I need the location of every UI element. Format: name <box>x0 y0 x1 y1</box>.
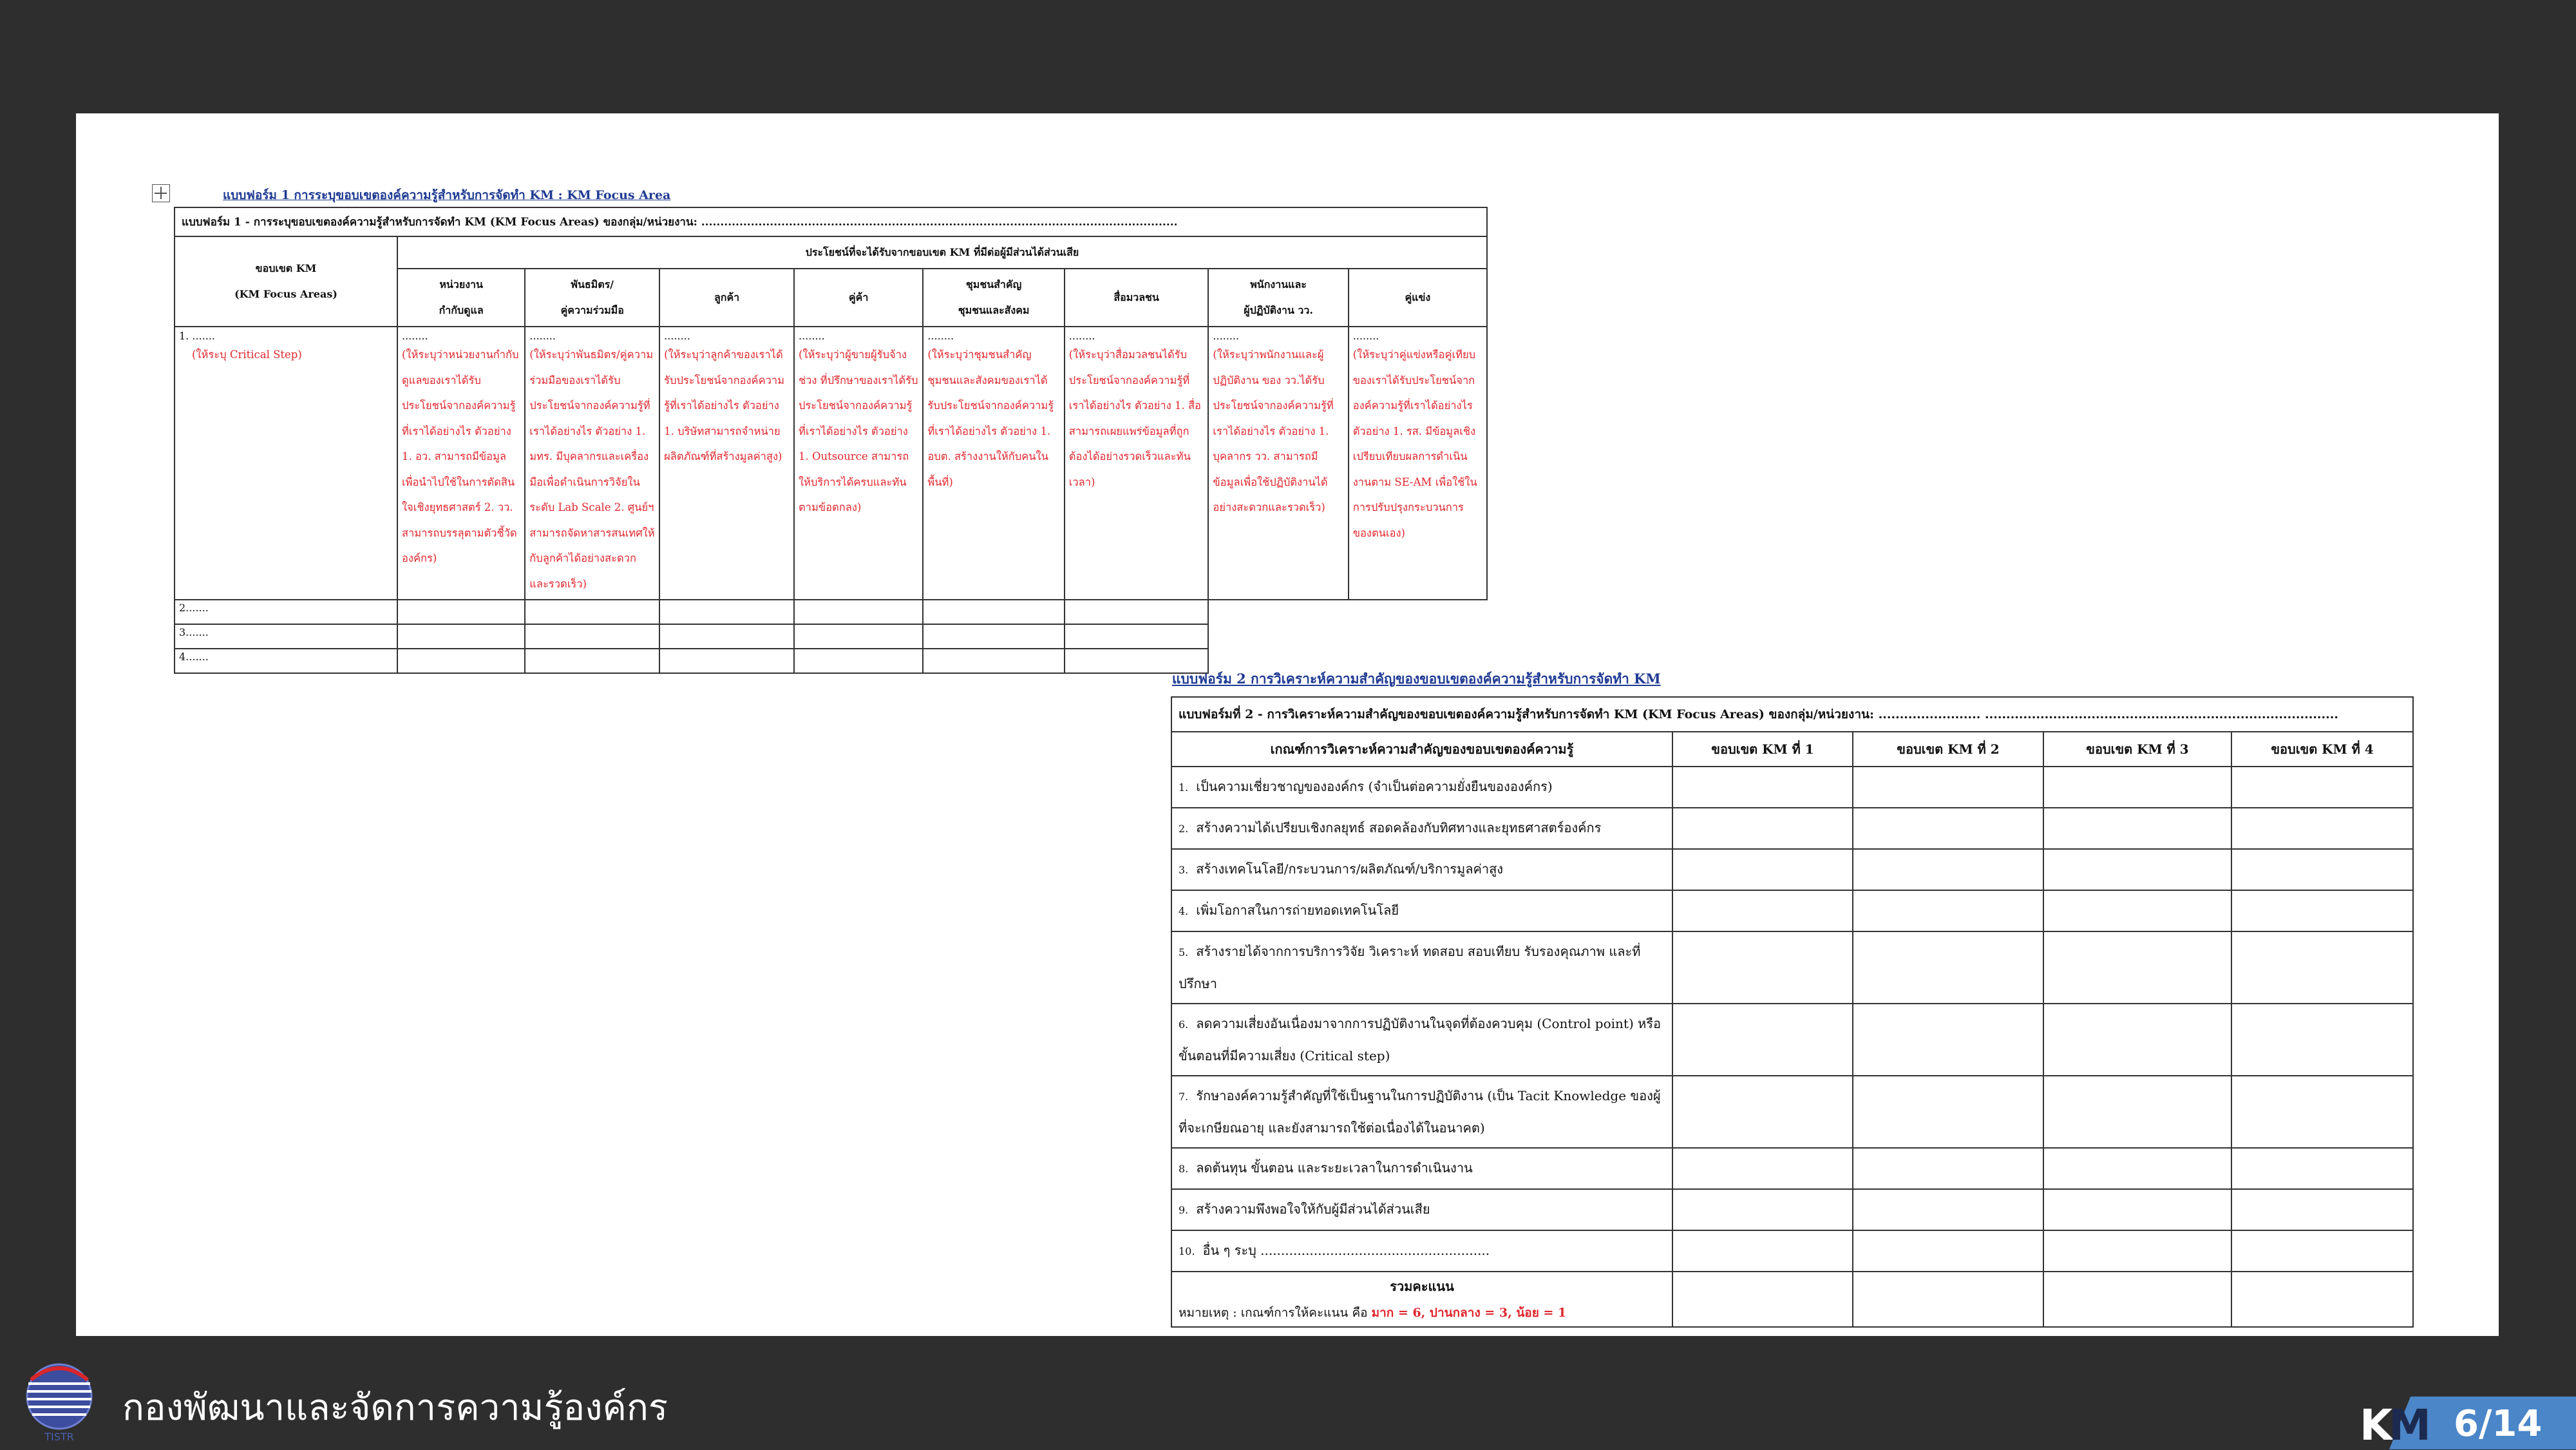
score-cell[interactable] <box>1853 931 2043 1004</box>
criteria-text: เป็นความเชี่ยวชาญขององค์กร (จำเป็นต่อความยั่งยืนขององค์กร) <box>1196 779 1553 794</box>
criteria-row <box>1171 849 2413 890</box>
form2-caption: แบบฟอร์มที่ 2 - การวิเคราะห์ความสำคัญของขอบเขตองค์ความรู้สำหรับการจัดทำ KM (KM Focus Areas) ของกลุ่ม/หน่วยงาน: ........................ ................................................................................... <box>1171 697 2413 732</box>
example-cell <box>659 327 794 600</box>
example-text: (ให้ระบุว่าหน่วยงานกำกับดูแลของเราได้รับประโยชน์จากองค์ความรู้ที่เราได้อย่างไร ตัวอย่าง 1. อว. สามารถมีข้อมูลเพื่อนำไปใช้ในการตัดสินใจเชิงยุทธศาสตร์ 2. วว. สามารถบรรลุตามตัวชี้วัดองค์กร) <box>401 348 519 564</box>
cell-dots: ........ <box>1352 330 1379 342</box>
example-cell <box>923 327 1064 600</box>
criteria-number: 5. <box>1179 946 1189 959</box>
criteria-cell <box>1171 1148 1672 1189</box>
criteria-cell <box>1171 890 1672 931</box>
stakeholder-header <box>1349 269 1487 327</box>
score-cell[interactable] <box>2231 931 2413 1004</box>
form1-title: แบบฟอร์ม 1 การระบุขอบเขตองค์ความรู้สำหรับการจัดทำ KM : KM Focus Area <box>223 188 671 202</box>
criteria-number: 1. <box>1179 781 1189 794</box>
note-scale: มาก = 6, ปานกลาง = 3, น้อย = 1 <box>1371 1306 1567 1320</box>
criteria-row <box>1171 1230 2413 1272</box>
score-cell[interactable] <box>1672 1189 1853 1230</box>
example-cell <box>1349 327 1487 600</box>
form1-caption: แบบฟอร์ม 1 - การระบุขอบเขตองค์ความรู้สำหรับการจัดทำ KM (KM Focus Areas) ของกลุ่ม/หน่วยงาน: ............................................................................................................................. <box>175 207 1487 236</box>
total-score-cell[interactable] <box>1672 1272 1853 1327</box>
criteria-text: ลดต้นทุน ขั้นตอน และระยะเวลาในการดำเนินงาน <box>1196 1160 1473 1176</box>
slide-canvas <box>76 113 2499 1336</box>
score-cell[interactable] <box>2043 1076 2231 1148</box>
criteria-cell <box>1171 849 1672 890</box>
stakeholder-header <box>659 269 794 327</box>
stakeholder-line1: พนักงานและ <box>1250 278 1307 291</box>
row1-scope-cell <box>175 327 397 600</box>
score-cell[interactable] <box>2043 808 2231 849</box>
scope-header: ขอบเขต KM ที่ 2 <box>1853 732 2043 767</box>
row-label: 4....... <box>175 649 397 673</box>
score-cell[interactable] <box>2231 890 2413 931</box>
form1-empty-row <box>175 600 1487 624</box>
scope-header-line1: ขอบเขต KM <box>255 262 317 274</box>
criteria-number: 3. <box>1179 864 1189 876</box>
score-cell[interactable] <box>2043 1189 2231 1230</box>
example-cell <box>1065 327 1209 600</box>
criteria-row <box>1171 1004 2413 1076</box>
example-text: (ให้ระบุว่าพนักงานและผู้ปฏิบัติงาน ของ วว.ได้รับประโยชน์จากองค์ความรู้ที่เราได้อย่างไร ตัวอย่าง 1. บุคลากร วว. สามารถมีข้อมูลเพื่อใช้ปฏิบัติงานได้อย่างสะดวกและรวดเร็ว) <box>1213 348 1334 513</box>
form1-example-row <box>175 327 1487 600</box>
row-label: 3....... <box>175 624 397 649</box>
stakeholder-line2: ผู้ปฏิบัติงาน วว. <box>1244 304 1313 316</box>
criteria-cell <box>1171 1076 1672 1148</box>
stakeholder-header <box>794 269 923 327</box>
criteria-row <box>1171 1076 2413 1148</box>
score-cell[interactable] <box>2043 1230 2231 1272</box>
criteria-row <box>1171 1148 2413 1189</box>
criteria-row <box>1171 1189 2413 1230</box>
criteria-text: ลดความเสี่ยงอันเนื่องมาจากการปฏิบัติงานในจุดที่ต้องควบคุม (Control point) หรือ ขั้นตอนที่มีความเสี่ยง (Critical step) <box>1179 1016 1662 1064</box>
km-logo-k: K <box>2360 1400 2389 1450</box>
example-text: (ให้ระบุว่าชุมชนสำคัญชุมชนและสังคมของเราได้รับประโยชน์จากองค์ความรู้ที่เราได้อย่างไร ตัวอย่าง 1. อบต. สร้างงานให้กับคนในพื้นที่) <box>927 348 1054 488</box>
stakeholder-line1: พันธมิตร/ <box>571 278 614 291</box>
criteria-cell <box>1171 1004 1672 1076</box>
criteria-text: อื่น ๆ ระบุ ........................................................ <box>1202 1243 1490 1258</box>
score-cell[interactable] <box>1853 890 2043 931</box>
score-cell[interactable] <box>2231 1189 2413 1230</box>
score-cell[interactable] <box>1672 890 1853 931</box>
note-prefix: หมายเหตุ : เกณฑ์การให้คะแนน คือ <box>1179 1306 1372 1320</box>
score-cell[interactable] <box>1672 931 1853 1004</box>
score-cell[interactable] <box>1853 1004 2043 1076</box>
criteria-text: เพิ่มโอกาสในการถ่ายทอดเทคโนโลยี <box>1196 902 1399 918</box>
score-cell[interactable] <box>2043 931 2231 1004</box>
scoring-note <box>1179 1303 1665 1322</box>
score-cell[interactable] <box>1853 808 2043 849</box>
tistr-logo-icon <box>19 1360 102 1443</box>
example-text: (ให้ระบุว่าผู้ขายผู้รับจ้างช่วง ที่ปรึกษาของเราได้รับประโยชน์จากองค์ความรู้ที่เราได้อย่างไร ตัวอย่าง 1. Outsource สามารถให้บริการได้ครบและทันตามข้อตกลง) <box>798 348 918 513</box>
form2-title: แบบฟอร์ม 2 การวิเคราะห์ความสำคัญของขอบเขตองค์ความรู้สำหรับการจัดทำ KM <box>1172 671 1661 687</box>
form1-table <box>174 207 1488 674</box>
example-cell <box>794 327 923 600</box>
criteria-cell <box>1171 808 1672 849</box>
score-cell[interactable] <box>2043 890 2231 931</box>
total-cell <box>1171 1272 1672 1327</box>
form1-empty-row <box>175 624 1487 649</box>
criteria-number: 9. <box>1179 1204 1189 1216</box>
score-cell[interactable] <box>2231 767 2413 808</box>
score-cell[interactable] <box>2043 1148 2231 1189</box>
example-cell <box>1208 327 1348 600</box>
form2-table <box>1171 696 2414 1328</box>
cell-dots: ........ <box>927 330 954 342</box>
criteria-number: 8. <box>1179 1163 1189 1175</box>
form1-caption-row <box>175 207 1487 236</box>
page-indicator <box>2344 1397 2576 1449</box>
score-cell[interactable] <box>1672 808 1853 849</box>
page-number: 6/14 <box>2454 1403 2543 1445</box>
example-text: (ให้ระบุว่าสื่อมวลชนได้รับประโยชน์จากองค์ความรู้ที่เราได้อย่างไร ตัวอย่าง 1. สื่อสามารถเผยแพร่ข้อมูลที่ถูกต้องได้อย่างรวดเร็วและทันเวลา) <box>1068 348 1201 488</box>
score-cell[interactable] <box>1672 1076 1853 1148</box>
score-cell[interactable] <box>2231 849 2413 890</box>
stakeholder-header <box>1208 269 1348 327</box>
score-cell[interactable] <box>1853 1148 2043 1189</box>
stakeholder-line1: คู่ค้า <box>848 291 869 303</box>
row-label: 2....... <box>175 600 397 624</box>
form2-caption-row <box>1171 697 2413 732</box>
score-cell[interactable] <box>1853 767 2043 808</box>
total-score-cell[interactable] <box>1853 1272 2043 1327</box>
criteria-row <box>1171 808 2413 849</box>
example-cell <box>525 327 659 600</box>
km-logo-m: M <box>2389 1400 2427 1450</box>
total-score-cell[interactable] <box>2231 1272 2413 1327</box>
criteria-cell <box>1171 931 1672 1004</box>
score-cell[interactable] <box>1672 1148 1853 1189</box>
cell-dots: ........ <box>664 330 690 342</box>
criteria-cell <box>1171 1230 1672 1272</box>
criteria-number: 10. <box>1179 1245 1195 1257</box>
row1-hint: (ให้ระบุ Critical Step) <box>192 348 302 361</box>
km-logo <box>2360 1400 2427 1450</box>
score-cell[interactable] <box>1672 1004 1853 1076</box>
score-cell[interactable] <box>2043 849 2231 890</box>
example-text: (ให้ระบุว่าลูกค้าของเราได้รับประโยชน์จากองค์ความรู้ที่เราได้อย่างไร ตัวอย่าง 1. บริษัทสามารถจำหน่ายผลิตภัณฑ์ที่สร้างมูลค่าสูง) <box>664 348 785 463</box>
criteria-row <box>1171 931 2413 1004</box>
total-label: รวมคะแนน <box>1390 1279 1454 1294</box>
form1-header-row <box>175 236 1487 269</box>
cell-dots: ........ <box>1213 330 1240 342</box>
scope-header-line2: (KM Focus Areas) <box>234 288 337 300</box>
score-cell[interactable] <box>2231 1004 2413 1076</box>
stakeholder-line1: ลูกค้า <box>714 291 740 303</box>
cell-dots: ........ <box>798 330 825 342</box>
cell-dots: ........ <box>529 330 556 342</box>
stakeholder-line2: ชุมชนและสังคม <box>958 304 1030 316</box>
criteria-cell <box>1171 767 1672 808</box>
stakeholder-line1: หน่วยงาน <box>439 278 483 291</box>
stakeholder-header <box>923 269 1064 327</box>
criteria-row <box>1171 890 2413 931</box>
score-cell[interactable] <box>2043 1004 2231 1076</box>
score-cell[interactable] <box>1853 1189 2043 1230</box>
stakeholder-line2: คู่ความร่วมมือ <box>560 304 624 316</box>
org-name: กองพัฒนาและจัดการความรู้องค์กร <box>122 1387 668 1429</box>
stakeholder-line1: สื่อมวลชน <box>1113 291 1159 303</box>
criteria-text: สร้างความพึงพอใจให้กับผู้มีส่วนได้ส่วนเสีย <box>1196 1201 1430 1217</box>
row1-label: 1. ....... <box>179 330 215 342</box>
score-cell[interactable] <box>2231 808 2413 849</box>
stakeholder-line1: คู่แข่ง <box>1405 291 1431 303</box>
form1-scope-header <box>175 236 397 327</box>
total-score-cell[interactable] <box>2043 1272 2231 1327</box>
score-cell[interactable] <box>1853 849 2043 890</box>
score-cell[interactable] <box>1672 767 1853 808</box>
scope-header: ขอบเขต KM ที่ 3 <box>2043 732 2231 767</box>
example-text: (ให้ระบุว่าคู่แข่งหรือคู่เทียบของเราได้รับประโยชน์จากองค์ความรู้ที่เราได้อย่างไร ตัวอย่าง 1. รส. มีข้อมูลเชิงเปรียบเทียบผลการดำเนินงานตาม SE-AM เพื่อใช้ในการปรับปรุงกระบวนการของตนเอง) <box>1352 348 1477 539</box>
criteria-text: รักษาองค์ความรู้สำคัญที่ใช้เป็นฐานในการปฏิบัติงาน (เป็น Tacit Knowledge ของผู้ที่จะเกษียณอายุ และยังสามารถใช้ต่อเนื่องได้ในอนาคต) <box>1179 1088 1661 1136</box>
criteria-cell <box>1171 1189 1672 1230</box>
total-row <box>1171 1272 2413 1327</box>
score-cell[interactable] <box>2231 1076 2413 1148</box>
criteria-number: 4. <box>1179 905 1189 917</box>
criteria-number: 2. <box>1179 823 1189 835</box>
table-move-handle-icon[interactable] <box>152 184 170 202</box>
criteria-number: 7. <box>1179 1091 1189 1103</box>
score-cell[interactable] <box>2231 1148 2413 1189</box>
stakeholder-line1: ชุมชนสำคัญ <box>965 278 1022 291</box>
score-cell[interactable] <box>1672 1230 1853 1272</box>
score-cell[interactable] <box>1672 849 1853 890</box>
scope-header: ขอบเขต KM ที่ 4 <box>2231 732 2413 767</box>
stakeholder-header <box>525 269 659 327</box>
criteria-text: สร้างความได้เปรียบเชิงกลยุทธ์ สอดคล้องกับทิศทางและยุทธศาสตร์องค์กร <box>1196 820 1602 835</box>
example-text: (ให้ระบุว่าพันธมิตร/คู่ความร่วมมือของเราได้รับประโยชน์จากองค์ความรู้ที่เราได้อย่างไร ตัวอย่าง 1. มทร. มีบุคลากรและเครื่องมือเพื่อดำเนินการวิจัยในระดับ Lab Scale 2. ศูนย์ฯ สามารถจัดหาสารสนเทศให้กับลูกค้าได้อย่างสะดวกและรวดเร็ว) <box>529 348 655 590</box>
score-cell[interactable] <box>1853 1076 2043 1148</box>
criteria-text: สร้างเทคโนโลยี/กระบวนการ/ผลิตภัณฑ์/บริการมูลค่าสูง <box>1196 861 1504 877</box>
stakeholder-header <box>1065 269 1209 327</box>
criteria-row <box>1171 767 2413 808</box>
stakeholder-line2: กำกับดูแล <box>439 304 484 316</box>
criteria-header: เกณฑ์การวิเคราะห์ความสำคัญของขอบเขตองค์ความรู้ <box>1171 732 1672 767</box>
criteria-text: สร้างรายได้จากการบริการวิจัย วิเคราะห์ ทดสอบ สอบเทียบ รับรองคุณภาพ และที่ปรึกษา <box>1179 944 1641 991</box>
cell-dots: ........ <box>401 330 428 342</box>
score-cell[interactable] <box>1853 1230 2043 1272</box>
cell-dots: ........ <box>1068 330 1095 342</box>
score-cell[interactable] <box>2231 1230 2413 1272</box>
logo-caption: TISTR <box>44 1431 74 1443</box>
form2-header-row <box>1171 732 2413 767</box>
criteria-number: 6. <box>1179 1018 1189 1031</box>
form1-benefit-header: ประโยชน์ที่จะได้รับจากขอบเขต KM ที่มีต่อผู้มีส่วนได้ส่วนเสีย <box>397 236 1487 269</box>
scope-header: ขอบเขต KM ที่ 1 <box>1672 732 1853 767</box>
score-cell[interactable] <box>2043 767 2231 808</box>
example-cell <box>397 327 525 600</box>
stakeholder-header <box>397 269 525 327</box>
